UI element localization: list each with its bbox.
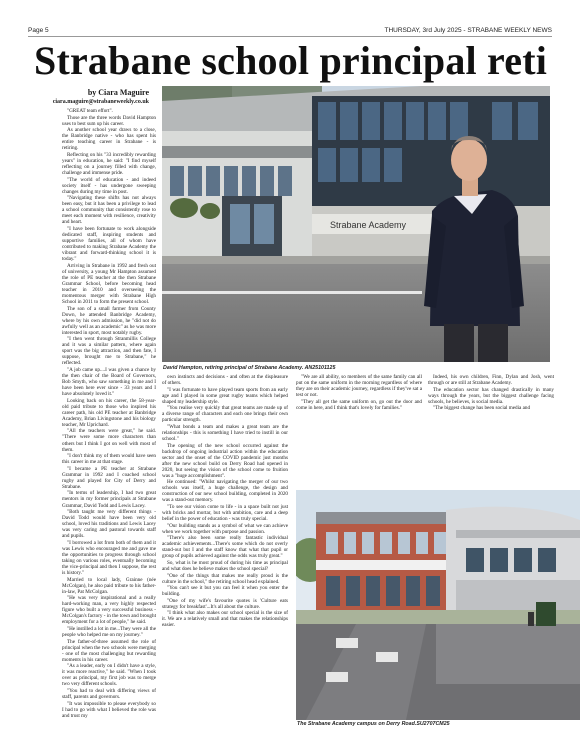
- article-paragraph: He continued: "Whilst navigating the merger of our two schools was itself, a huge challenge, the design and construction of our new school building, completed in 2020 was a stand-out memory.: [162, 479, 288, 504]
- article-paragraph: "To see our vision come to life - in a space built not just with bricks and mortar, but with ambition, care and a deep belief in the power of education - was truly special.: [162, 503, 288, 523]
- article-paragraph: own instincts and decisions - and often at the displeasure of others.: [162, 374, 288, 387]
- article-paragraph: "I was fortunate to have played team sports from an early age and I played in some great rugby teams which helped shaped my leadership style.: [162, 386, 288, 405]
- article-paragraph: "I think what also makes our school special is the size of it. We are a relatively small and that makes the relationships easier.: [162, 610, 288, 629]
- article-paragraph: "As a leader, early on I didn't have a style, it was more reactive," he said. "When I took over as principal, my first job was to merge two very different schools.: [62, 663, 156, 688]
- article-paragraph: "GREAT team effort".: [67, 108, 113, 114]
- article-paragraph: "He instilled a lot in me...They were all the people who helped me on my journey.": [62, 625, 156, 638]
- article-paragraph: "Our building stands as a symbol of what we can achieve when we work together with purpose and passion.: [162, 522, 288, 535]
- article-paragraph: "They all get the same uniform on, go out the door and come in here, and I think that's lovely for families.": [296, 398, 422, 411]
- article-paragraph: "I then went through Stranmillis College and it was a similar pattern, where again sport was the big attraction, and then fate, I suppose, brought me to Strabane," he reflected.: [62, 336, 156, 367]
- article-paragraph: The education sector has changed drastically in many ways through the years, but the biggest challenge facing schools, he believes, is social media.: [428, 386, 554, 405]
- article-paragraph: "One of the things that makes me really proud is the culture in the school," the retiring school head explained.: [162, 572, 288, 585]
- article-paragraph: "What bonds a team and makes a great team are the relationships - this is something I have tried to instill in our school.": [162, 423, 288, 442]
- article-paragraph: "The biggest change has been social media and: [433, 405, 531, 412]
- article-paragraph: "In terms of leadership, I had two great mentors in my former principals at Strabane Grammar, David Todd and Lewis Lacey.: [62, 490, 156, 509]
- article-column-1: [62, 108, 156, 720]
- article-column-2: [162, 374, 288, 722]
- article-paragraph: So, what is he most proud of during his time as principal and what does he believe makes the school special?: [162, 559, 288, 572]
- campus-photo: [296, 490, 580, 720]
- article-paragraph: Indeed, his own children, Finn, Dylan and Josh, went through or are still at Strabane Academy.: [428, 374, 554, 387]
- principal-photo-image: [162, 86, 550, 362]
- article-paragraph: "One of my wife's favourite quotes is 'Culture eats strategy for breakfast'...It's all about the culture.: [162, 597, 288, 610]
- page-header-bar: [28, 24, 552, 37]
- article-column-3: [296, 374, 422, 428]
- byline-email: ciara.maguire@strabaneweekly.co.uk: [52, 99, 149, 105]
- date-line: THURSDAY, 3rd July 2025 - STRABANE WEEKLY NEWS: [384, 26, 552, 34]
- building-sign-text: Strabane Academy: [330, 220, 407, 230]
- article-paragraph: Those are the three words David Hampton uses to best sum up his career.: [62, 114, 156, 127]
- article-paragraph: "It was impossible to please everybody so I had to go with what I believed the role was and trust my: [62, 700, 156, 719]
- principal-photo-caption: David Hampton, retiring principal of Strabane Academy. AN25101125: [163, 365, 336, 371]
- article-paragraph: "Navigating these shifts has not always been easy, but it has been a privilege to lead a school community that consistently rose to meet each moment with resilience, creativity and heart.: [62, 195, 156, 226]
- byline-name: by Ciara Maguire: [87, 88, 149, 97]
- article-paragraph: "I don't think my of them would have seen this career in me at that stage.: [62, 453, 156, 466]
- article-paragraph: "You had to deal with differing views of staff, parents and governors.: [62, 687, 156, 700]
- article-paragraph: "A job came up....I was given a chance by the then chair of the Board of Governors, Bob Smyth, who saw something in me and I have been here ever since - 33 years and I have absolutely loved it.": [62, 366, 156, 398]
- article-paragraph: Arriving in Strabane in 1992 and fresh out of university, a young Mr Hampton assumed the role of PE teacher at the then Strabane Grammar School, before becoming head teacher in 2010 and overseeing the momentous merger with Strabane High School in 2011 to form the present school.: [62, 262, 156, 305]
- article-paragraph: "All the teachers were great," he said. "There were some more characters than others but I think I got on well with most of them.: [62, 428, 156, 453]
- campus-photo-caption: The Strabane Academy campus on Derry Road.SU2707CM25: [297, 721, 450, 727]
- article-paragraph: "We are all ability, so members of the same family can all put on the same uniform in the morning regardless of where they are on their academic journey, regardless if they've sat a test or not.: [296, 374, 422, 399]
- article-paragraph: "I have been fortunate to work alongside dedicated staff, inspiring students and supportive families, all of whom have contributed to making Strabane Academy the vibrant and forward-thinking school it is today.": [62, 225, 156, 263]
- article-paragraph: The son of a small farmer from County Down, he attended Banbridge Academy, where by his own admission, he "did not do awfully well as an academic" as he was more interested in sport, most notably rugby.: [62, 305, 156, 336]
- campus-photo-image: [296, 490, 580, 720]
- article-paragraph: "You can't see it but you can feel it when you enter the building.: [162, 585, 288, 598]
- page-number: Page 5: [28, 26, 49, 34]
- article-paragraph: The opening of the new school occurred against the backdrop of ongoing industrial action within the education sector and the onset of the COVID pandemic just months after the new school build on Derry Road had opened in 2020, but seeing the vision of the school come to fruition was a "huge accomplishment".: [162, 442, 288, 479]
- article-paragraph: "He was very inspirational and a really hard-working man, a very highly respected figure who built a very successful business - McColgan's factory - in the town and brought employment for a lot of people," he said.: [62, 595, 156, 626]
- article-paragraph: "You realise very quickly that great teams are made up of a diverse range of characters and each one brings their own particular strength.: [162, 405, 288, 424]
- article-paragraph: As another school year draws to a close, the Banbridge native - who has spent his entire teaching career in Strabane - is retiring.: [62, 127, 156, 152]
- article-column-4: [428, 374, 554, 428]
- byline: [34, 88, 149, 106]
- article-paragraph: "The world of education - and indeed society itself - has undergone sweeping changes during my time in post.: [62, 176, 156, 195]
- article-paragraph: "There's also been some really fantastic individual academic achievements...There's some which do not overly stand-out but I and the staff know that what that pupil or group of pupils achieved against the odds was truly great.": [162, 535, 288, 560]
- article-paragraph: "I became a PE teacher at Strabane Grammar in 1992 and I coached school rugby and played for City of Derry and Strabane.: [62, 465, 156, 490]
- article-paragraph: "I borrowed a lot from both of them and it was Lewis who encouraged me and gave me the opportunities to progress through school taking on various roles, eventually becoming the vice-principal and then I suppose, the rest is history.": [62, 539, 156, 577]
- headline: Strabane school principal reti: [34, 38, 548, 83]
- principal-photo: [162, 86, 550, 362]
- article-paragraph: Looking back on his career, the 58-year-old paid tribute to those who inspired his career path, his old PE teacher at Banbridge Academy, Brian Livingstone and his biology teacher, Mr Uprichard.: [62, 397, 156, 428]
- article-paragraph: The father-of-three assumed the role of principal when the two schools were merging - one of the most challenging but rewarding moments in his career.: [62, 638, 156, 663]
- article-paragraph: Married to local lady, Grainne (née McColgan), he also paid tribute to his father-in-law, Pat McColgan.: [62, 576, 156, 595]
- article-paragraph: "Both taught me very different things - David Todd would have been very old school, loved his traditions and Lewis Lacey was very caring and pastoral towards staff and pupils.: [62, 509, 156, 540]
- article-paragraph: Reflecting on his "33 incredibly rewarding years" in education, he said: "I find myself reflecting on a journey filled with change, challenge and immense pride.: [62, 151, 156, 176]
